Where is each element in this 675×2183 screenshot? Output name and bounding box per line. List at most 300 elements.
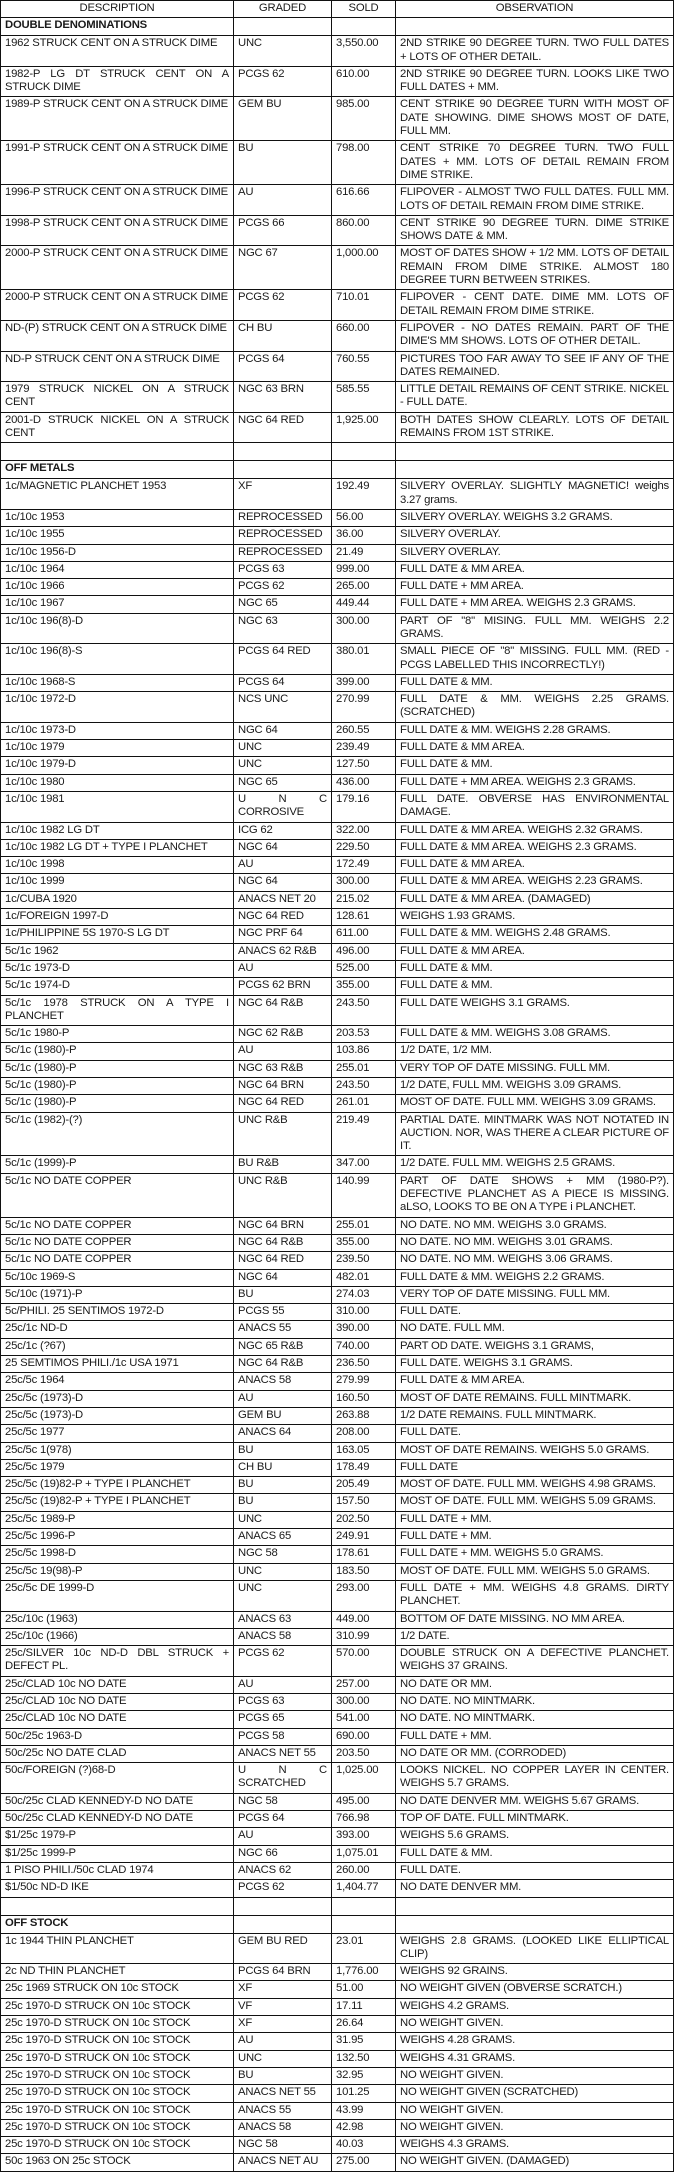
table-row	[1, 1234, 674, 1251]
observation-cell: LITTLE DETAIL REMAINS OF CENT STRIKE. NICKEL - FULL DATE.	[396, 382, 674, 413]
sold-cell: 760.55	[332, 351, 396, 382]
observation-cell: FULL DATE & MM. WEIGHS 2.28 GRAMS.	[396, 722, 674, 739]
observation-cell: MOST OF DATE. FULL MM. WEIGHS 3.09 GRAMS.	[396, 1095, 674, 1112]
sold-cell: 192.49	[332, 479, 396, 510]
graded-cell: GEM BU	[234, 1407, 332, 1424]
description-cell: 25c 1970-D STRUCK ON 10c STOCK	[1, 2050, 234, 2067]
table-row	[1, 382, 674, 413]
table-row	[1, 1711, 674, 1728]
graded-cell: PCGS 62	[234, 1646, 332, 1677]
sold-cell: 179.16	[332, 791, 396, 822]
description-cell: $1/25c 1999-P	[1, 1845, 234, 1862]
table-row	[1, 822, 674, 839]
table-row	[1, 2033, 674, 2050]
sold-cell: 1,925.00	[332, 412, 396, 443]
table-row	[1, 97, 674, 141]
table-row	[1, 1304, 674, 1321]
table-row	[1, 692, 674, 723]
table-row	[1, 1477, 674, 1494]
observation-cell: CENT STRIKE 70 DEGREE TURN. TWO FULL DATES + MM. LOTS OF DETAIL REMAIN FROM DIME STRIKE.	[396, 141, 674, 185]
sold-cell: 260.55	[332, 722, 396, 739]
description-cell: 1991-P STRUCK CENT ON A STRUCK DIME	[1, 141, 234, 185]
observation-cell: WEIGHS 4.28 GRAMS.	[396, 2033, 674, 2050]
description-cell: 5c/1c NO DATE COPPER	[1, 1234, 234, 1251]
observation-cell: 2ND STRIKE 90 DEGREE TURN. TWO FULL DATES + LOTS OF OTHER DETAIL.	[396, 36, 674, 67]
graded-cell: ANACS 55	[234, 2102, 332, 2119]
description-cell: 1c/10c 1953	[1, 509, 234, 526]
description-cell: 2000-P STRUCK CENT ON A STRUCK DIME	[1, 290, 234, 321]
graded-cell: BU	[234, 2067, 332, 2084]
description-cell: 5c/1c NO DATE COPPER	[1, 1173, 234, 1217]
graded-cell: PCGS 64 RED	[234, 644, 332, 675]
observation-cell: FULL DATE & MM AREA. WEIGHS 2.32 GRAMS.	[396, 822, 674, 839]
graded-cell: ANACS NET 55	[234, 2085, 332, 2102]
description-cell: 25c/10c (1963)	[1, 1611, 234, 1628]
sold-cell: 399.00	[332, 674, 396, 691]
observation-cell: VERY TOP OF DATE MISSING. FULL MM.	[396, 1060, 674, 1077]
graded-cell: PCGS 64	[234, 1811, 332, 1828]
observation-cell: SMALL PIECE OF "8" MISSING. FULL MM. (RED - PCGS LABELLED THIS INCORRECTLY!)	[396, 644, 674, 675]
description-cell: 1c/10c 1979-D	[1, 757, 234, 774]
graded-cell: REPROCESSED	[234, 544, 332, 561]
sold-cell: 42.98	[332, 2119, 396, 2136]
empty-cell	[332, 1897, 396, 1915]
sold-cell: 1,404.77	[332, 1880, 396, 1897]
table-row	[1, 909, 674, 926]
sold-cell: 860.00	[332, 215, 396, 246]
sold-cell: 263.88	[332, 1407, 396, 1424]
sold-cell: 255.01	[332, 1217, 396, 1234]
description-cell: 5c/1c NO DATE COPPER	[1, 1217, 234, 1234]
table-row	[1, 290, 674, 321]
graded-cell: NGC 65 R&B	[234, 1338, 332, 1355]
description-cell: 1c/10c 1964	[1, 561, 234, 578]
graded-cell: NGC 64	[234, 839, 332, 856]
graded-cell: REPROCESSED	[234, 509, 332, 526]
empty-cell	[396, 1897, 674, 1915]
graded-cell: ANACS 55	[234, 1321, 332, 1338]
graded-cell: ANACS NET AU	[234, 2154, 332, 2171]
description-cell: 25c/5c 1998-D	[1, 1546, 234, 1563]
observation-cell: CENT STRIKE 90 DEGREE TURN. DIME STRIKE SHOWS DATE & MM.	[396, 215, 674, 246]
sold-cell: 610.00	[332, 66, 396, 97]
table-row	[1, 1269, 674, 1286]
observation-cell: FULL DATE & MM.	[396, 978, 674, 995]
graded-cell: AU	[234, 185, 332, 216]
graded-cell: ICG 62	[234, 822, 332, 839]
section-title: DOUBLE DENOMINATIONS	[1, 18, 234, 36]
table-row	[1, 1811, 674, 1828]
table-row	[1, 995, 674, 1026]
blank-row	[1, 1897, 674, 1915]
table-row	[1, 1373, 674, 1390]
observation-cell: FULL DATE & MM AREA.	[396, 943, 674, 960]
description-cell: 1c/10c 1955	[1, 527, 234, 544]
sold-cell: 183.50	[332, 1563, 396, 1580]
table-row	[1, 978, 674, 995]
graded-cell: NGC 62 R&B	[234, 1026, 332, 1043]
empty-cell	[234, 1897, 332, 1915]
table-row	[1, 1745, 674, 1762]
observation-cell: FULL DATE + MM. WEIGHS 4.8 GRAMS. DIRTY PLANCHET.	[396, 1580, 674, 1611]
description-cell: 5c/1c 1980-P	[1, 1026, 234, 1043]
description-cell: 25c/5c 1964	[1, 1373, 234, 1390]
description-cell: 50c 1963 ON 25c STOCK	[1, 2154, 234, 2171]
graded-cell: PCGS 66	[234, 215, 332, 246]
sold-cell: 203.53	[332, 1026, 396, 1043]
header-sold: SOLD	[332, 1, 396, 18]
description-cell: 5c/1c (1982)-(?)	[1, 1112, 234, 1156]
observation-cell: FULL DATE & MM AREA.	[396, 740, 674, 757]
sold-cell: 257.00	[332, 1676, 396, 1693]
section-title: OFF STOCK	[1, 1915, 234, 1933]
empty-cell	[234, 461, 332, 479]
table-row	[1, 839, 674, 856]
sold-cell: 449.44	[332, 596, 396, 613]
table-row	[1, 579, 674, 596]
observation-cell: NO DATE. NO MM. WEIGHS 3.01 GRAMS.	[396, 1234, 674, 1251]
observation-cell: NO WEIGHT GIVEN.	[396, 2119, 674, 2136]
graded-cell: PCGS 63	[234, 561, 332, 578]
description-cell: 1 PISO PHILI./50c CLAD 1974	[1, 1862, 234, 1879]
graded-cell: ANACS 58	[234, 1628, 332, 1645]
section-header-row	[1, 461, 674, 479]
description-cell: 5c/1c 1962	[1, 943, 234, 960]
graded-cell: UNC	[234, 1511, 332, 1528]
graded-cell: NGC 64 RED	[234, 1252, 332, 1269]
description-cell: ND-P STRUCK CENT ON A STRUCK DIME	[1, 351, 234, 382]
empty-cell	[396, 461, 674, 479]
observation-cell: FULL DATE & MM. WEIGHS 2.2 GRAMS.	[396, 1269, 674, 1286]
graded-cell: NGC 64 R&B	[234, 1234, 332, 1251]
graded-cell: CH BU	[234, 320, 332, 351]
observation-cell: MOST OF DATES SHOW + 1/2 MM. LOTS OF DETAIL REMAIN FROM DIME STRIKE. ALMOST 180 DEGREE TURN BETWEEN STRIKES.	[396, 246, 674, 290]
observation-cell: NO DATE DENVER MM.	[396, 1880, 674, 1897]
table-row	[1, 509, 674, 526]
empty-cell	[396, 443, 674, 461]
description-cell: 25 SEMTIMOS PHILI./1c USA 1971	[1, 1356, 234, 1373]
empty-cell	[234, 1915, 332, 1933]
description-cell: 25c 1970-D STRUCK ON 10c STOCK	[1, 2102, 234, 2119]
observation-cell: VERY TOP OF DATE MISSING. FULL MM.	[396, 1286, 674, 1303]
observation-cell: FULL DATE + MM. WEIGHS 5.0 GRAMS.	[396, 1546, 674, 1563]
graded-cell: NGC 64	[234, 874, 332, 891]
sold-cell: 310.99	[332, 1628, 396, 1645]
sold-cell: 611.00	[332, 926, 396, 943]
observation-cell: MOST OF DATE. FULL MM. WEIGHS 5.0 GRAMS.	[396, 1563, 674, 1580]
graded-cell: ANACS 64	[234, 1425, 332, 1442]
blank-row	[1, 443, 674, 461]
section-title: OFF METALS	[1, 461, 234, 479]
table-row	[1, 1338, 674, 1355]
sold-cell: 202.50	[332, 1511, 396, 1528]
observation-cell: NO WEIGHT GIVEN (SCRATCHED)	[396, 2085, 674, 2102]
sold-cell: 239.49	[332, 740, 396, 757]
observation-cell: FULL DATE.	[396, 1425, 674, 1442]
table-row	[1, 1286, 674, 1303]
observation-cell: FULL DATE.	[396, 1304, 674, 1321]
sold-cell: 710.01	[332, 290, 396, 321]
graded-cell: ANACS 62	[234, 1862, 332, 1879]
observation-cell: 2ND STRIKE 90 DEGREE TURN. LOOKS LIKE TWO FULL DATES + MM.	[396, 66, 674, 97]
table-row	[1, 740, 674, 757]
observation-cell: SILVERY OVERLAY. WEIGHS 3.2 GRAMS.	[396, 509, 674, 526]
description-cell: 1c/10c 1967	[1, 596, 234, 613]
description-cell: 1c/10c 1956-D	[1, 544, 234, 561]
description-cell: 1996-P STRUCK CENT ON A STRUCK DIME	[1, 185, 234, 216]
graded-cell: BU R&B	[234, 1156, 332, 1173]
observation-cell: FULL DATE & MM. WEIGHS 2.48 GRAMS.	[396, 926, 674, 943]
observation-cell: FULL DATE + MM AREA. WEIGHS 2.3 GRAMS.	[396, 774, 674, 791]
table-row	[1, 596, 674, 613]
description-cell: $1/25c 1979-P	[1, 1828, 234, 1845]
graded-cell: NGC 64 RED	[234, 909, 332, 926]
observation-cell: FULL DATE + MM.	[396, 1529, 674, 1546]
table-row	[1, 874, 674, 891]
graded-cell: UNC R&B	[234, 1112, 332, 1156]
description-cell: 25c/5c (1973)-D	[1, 1407, 234, 1424]
sold-cell: 157.50	[332, 1494, 396, 1511]
description-cell: 25c/5c (19)82-P + TYPE I PLANCHET	[1, 1494, 234, 1511]
table-row	[1, 1628, 674, 1645]
sold-cell: 660.00	[332, 320, 396, 351]
empty-cell	[332, 18, 396, 36]
sold-cell: 236.50	[332, 1356, 396, 1373]
sold-cell: 270.99	[332, 692, 396, 723]
graded-cell: UNC R&B	[234, 1173, 332, 1217]
description-cell: 1c/CUBA 1920	[1, 891, 234, 908]
table-row	[1, 1060, 674, 1077]
observation-cell: FLIPOVER - ALMOST TWO FULL DATES. FULL MM. LOTS OF DETAIL REMAIN FROM DIME STRIKE.	[396, 185, 674, 216]
table-row	[1, 757, 674, 774]
sold-cell: 3,550.00	[332, 36, 396, 67]
table-row	[1, 1998, 674, 2015]
sold-cell: 293.00	[332, 1580, 396, 1611]
description-cell: 25c 1970-D STRUCK ON 10c STOCK	[1, 2085, 234, 2102]
observation-cell: FULL DATE & MM AREA.	[396, 561, 674, 578]
observation-cell: PART OF DATE SHOWS + MM (1980-P?). DEFECTIVE PLANCHET AS A PIECE IS MISSING. aLSO, LOOKS TO BE ON A TYPE i PLANCHET.	[396, 1173, 674, 1217]
description-cell: 5c/1c (1980)-P	[1, 1043, 234, 1060]
description-cell: 5c/10c 1969-S	[1, 1269, 234, 1286]
empty-cell	[332, 1915, 396, 1933]
observation-cell: FULL DATE + MM AREA. WEIGHS 2.3 GRAMS.	[396, 596, 674, 613]
description-cell: 1c/10c 1968-S	[1, 674, 234, 691]
description-cell: 25c/10c (1966)	[1, 1628, 234, 1645]
description-cell: 25c/CLAD 10c NO DATE	[1, 1711, 234, 1728]
table-row	[1, 926, 674, 943]
graded-cell: NGC 64	[234, 1269, 332, 1286]
table-row	[1, 1793, 674, 1810]
description-cell: 5c/1c 1974-D	[1, 978, 234, 995]
description-cell: 50c/25c CLAD KENNEDY-D NO DATE	[1, 1793, 234, 1810]
table-row	[1, 1828, 674, 1845]
description-cell: 1c/10c 1973-D	[1, 722, 234, 739]
observation-cell: FULL DATE & MM.	[396, 674, 674, 691]
graded-cell: ANACS 62 R&B	[234, 943, 332, 960]
graded-cell: NGC 58	[234, 1546, 332, 1563]
graded-cell: NGC 65	[234, 596, 332, 613]
table-row	[1, 36, 674, 67]
graded-cell: PCGS 64	[234, 674, 332, 691]
graded-cell: ANACS 58	[234, 2119, 332, 2136]
sold-cell: 380.01	[332, 644, 396, 675]
graded-cell: ANACS 63	[234, 1611, 332, 1628]
graded-cell: BU	[234, 1494, 332, 1511]
observation-cell: 1/2 DATE. FULL MM. WEIGHS 2.5 GRAMS.	[396, 1156, 674, 1173]
observation-cell: FULL DATE & MM AREA. WEIGHS 2.3 GRAMS.	[396, 839, 674, 856]
observation-cell: NO DATE. NO MINTMARK.	[396, 1711, 674, 1728]
observation-cell: FULL DATE + MM.	[396, 1728, 674, 1745]
observation-cell: WEIGHS 1.93 GRAMS.	[396, 909, 674, 926]
table-row	[1, 320, 674, 351]
sold-cell: 243.50	[332, 995, 396, 1026]
graded-cell: U N C SCRATCHED	[234, 1763, 332, 1794]
table-row	[1, 185, 674, 216]
graded-cell: UNC	[234, 36, 332, 67]
graded-cell: NGC 63	[234, 613, 332, 644]
description-cell: 1c/10c 1972-D	[1, 692, 234, 723]
section-header-row	[1, 18, 674, 36]
table-row	[1, 791, 674, 822]
observation-cell: NO WEIGHT GIVEN. (DAMAGED)	[396, 2154, 674, 2171]
sold-cell: 32.95	[332, 2067, 396, 2084]
sold-cell: 766.98	[332, 1811, 396, 1828]
table-row	[1, 891, 674, 908]
table-row	[1, 141, 674, 185]
observation-cell: NO WEIGHT GIVEN.	[396, 2102, 674, 2119]
observation-cell: FULL DATE & MM.	[396, 757, 674, 774]
table-row	[1, 1425, 674, 1442]
table-row	[1, 943, 674, 960]
graded-cell: PCGS 62	[234, 290, 332, 321]
table-row	[1, 1611, 674, 1628]
table-row	[1, 1546, 674, 1563]
graded-cell: AU	[234, 1676, 332, 1693]
sold-cell: 449.00	[332, 1611, 396, 1628]
observation-cell: PART OF "8" MISING. FULL MM. WEIGHS 2.2 GRAMS.	[396, 613, 674, 644]
observation-cell: FULL DATE. WEIGHS 3.1 GRAMS.	[396, 1356, 674, 1373]
sold-cell: 1,776.00	[332, 1964, 396, 1981]
description-cell: 5c/1c 1973-D	[1, 960, 234, 977]
sold-cell: 985.00	[332, 97, 396, 141]
table-row	[1, 1217, 674, 1234]
table-row	[1, 1095, 674, 1112]
graded-cell: NCS UNC	[234, 692, 332, 723]
observation-cell: FULL DATE. OBVERSE HAS ENVIRONMENTAL DAMAGE.	[396, 791, 674, 822]
table-row	[1, 1880, 674, 1897]
table-row	[1, 1407, 674, 1424]
graded-cell: PCGS 65	[234, 1711, 332, 1728]
observation-cell: MOST OF DATE REMAINS. FULL MINTMARK.	[396, 1390, 674, 1407]
graded-cell: PCGS 55	[234, 1304, 332, 1321]
description-cell: 1c/10c 1980	[1, 774, 234, 791]
sold-cell: 279.99	[332, 1373, 396, 1390]
table-row	[1, 1078, 674, 1095]
table-row	[1, 1252, 674, 1269]
graded-cell: NGC 58	[234, 1793, 332, 1810]
description-cell: 5c/1c (1999)-P	[1, 1156, 234, 1173]
observation-cell: DOUBLE STRUCK ON A DEFECTIVE PLANCHET. WEIGHS 37 GRAINS.	[396, 1646, 674, 1677]
graded-cell: AU	[234, 960, 332, 977]
sold-cell: 160.50	[332, 1390, 396, 1407]
description-cell: 5c/1c (1980)-P	[1, 1060, 234, 1077]
sold-cell: 300.00	[332, 874, 396, 891]
empty-cell	[234, 18, 332, 36]
observation-cell: WEIGHS 2.8 GRAMS. (LOOKED LIKE ELLIPTICAL CLIP)	[396, 1933, 674, 1964]
table-row	[1, 2050, 674, 2067]
description-cell: 1982-P LG DT STRUCK CENT ON A STRUCK DIME	[1, 66, 234, 97]
description-cell: 25c/CLAD 10c NO DATE	[1, 1693, 234, 1710]
description-cell: 25c 1970-D STRUCK ON 10c STOCK	[1, 2033, 234, 2050]
observation-cell: WEIGHS 5.6 GRAMS.	[396, 1828, 674, 1845]
description-cell: 1c/10c 1982 LG DT + TYPE I PLANCHET	[1, 839, 234, 856]
sold-cell: 215.02	[332, 891, 396, 908]
description-cell: 50c/25c CLAD KENNEDY-D NO DATE	[1, 1811, 234, 1828]
sold-cell: 243.50	[332, 1078, 396, 1095]
graded-cell: AU	[234, 2033, 332, 2050]
observation-cell: NO WEIGHT GIVEN.	[396, 2016, 674, 2033]
description-cell: 25c/1c (?67)	[1, 1338, 234, 1355]
description-cell: 1c/10c 1998	[1, 857, 234, 874]
table-row	[1, 1646, 674, 1677]
empty-cell	[332, 461, 396, 479]
sold-cell: 101.25	[332, 2085, 396, 2102]
sold-cell: 616.66	[332, 185, 396, 216]
table-row	[1, 644, 674, 675]
graded-cell: PCGS 62	[234, 66, 332, 97]
table-row	[1, 2119, 674, 2136]
graded-cell: UNC	[234, 740, 332, 757]
graded-cell: AU	[234, 1043, 332, 1060]
description-cell: 2c ND THIN PLANCHET	[1, 1964, 234, 1981]
graded-cell: NGC 64 RED	[234, 1095, 332, 1112]
empty-cell	[332, 443, 396, 461]
sold-cell: 310.00	[332, 1304, 396, 1321]
table-row	[1, 1173, 674, 1217]
table-row	[1, 1511, 674, 1528]
table-row	[1, 1981, 674, 1998]
sold-cell: 21.49	[332, 544, 396, 561]
description-cell: 25c/1c ND-D	[1, 1321, 234, 1338]
description-cell: 2000-P STRUCK CENT ON A STRUCK DIME	[1, 246, 234, 290]
observation-cell: PARTIAL DATE. MINTMARK WAS NOT NOTATED IN AUCTION. NOR, WAS THERE A CLEAR PICTURE OF IT.	[396, 1112, 674, 1156]
table-row	[1, 246, 674, 290]
table-row	[1, 1026, 674, 1043]
table-row	[1, 215, 674, 246]
header-row	[1, 1, 674, 18]
sold-cell: 128.61	[332, 909, 396, 926]
table-row	[1, 1156, 674, 1173]
graded-cell: AU	[234, 1390, 332, 1407]
description-cell: 1979 STRUCK NICKEL ON A STRUCK CENT	[1, 382, 234, 413]
description-cell: 2001-D STRUCK NICKEL ON A STRUCK CENT	[1, 412, 234, 443]
sold-cell: 219.49	[332, 1112, 396, 1156]
graded-cell: U N C CORROSIVE	[234, 791, 332, 822]
description-cell: 50c/25c 1963-D	[1, 1728, 234, 1745]
observation-cell: TOP OF DATE. FULL MINTMARK.	[396, 1811, 674, 1828]
description-cell: 1962 STRUCK CENT ON A STRUCK DIME	[1, 36, 234, 67]
table-row	[1, 1529, 674, 1546]
observation-cell: FULL DATE + MM.	[396, 1511, 674, 1528]
observation-cell: FULL DATE & MM. WEIGHS 3.08 GRAMS.	[396, 1026, 674, 1043]
graded-cell: PCGS 62	[234, 579, 332, 596]
graded-cell: PCGS 62 BRN	[234, 978, 332, 995]
observation-cell: NO DATE. FULL MM.	[396, 1321, 674, 1338]
description-cell: 25c 1970-D STRUCK ON 10c STOCK	[1, 2016, 234, 2033]
graded-cell: NGC 64 BRN	[234, 1078, 332, 1095]
graded-cell: PCGS 64 BRN	[234, 1964, 332, 1981]
table-row	[1, 1728, 674, 1745]
